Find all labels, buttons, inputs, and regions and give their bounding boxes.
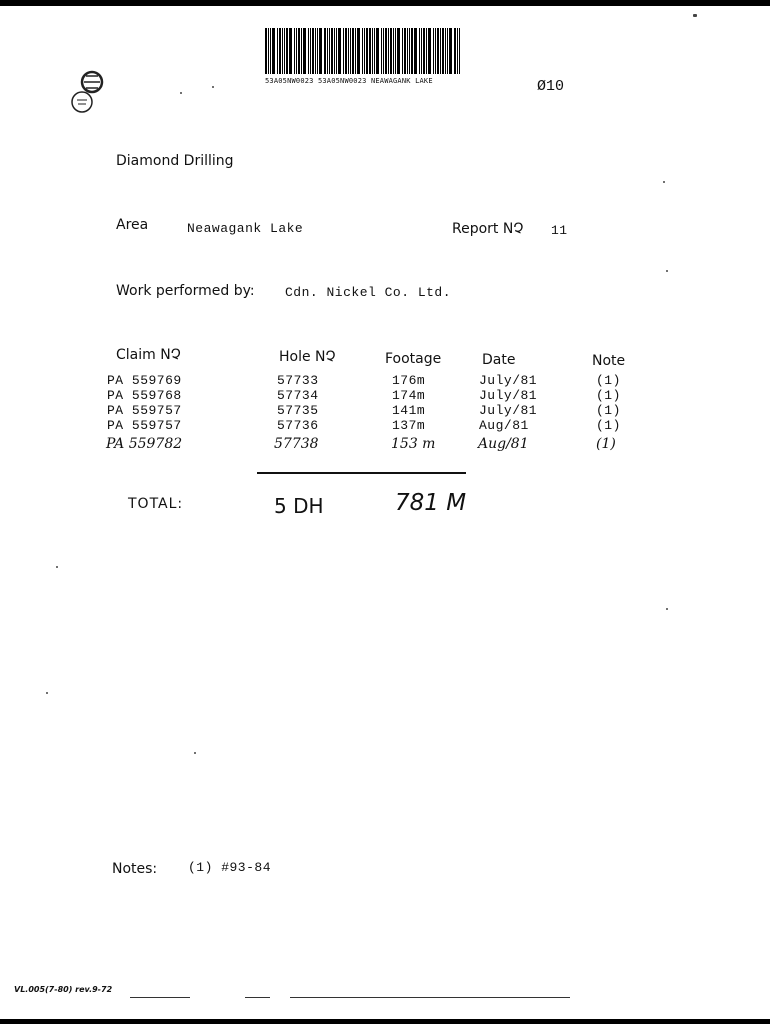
scan-speck: [663, 181, 665, 183]
barcode-bar: [270, 28, 271, 74]
notes-label: Notes:: [112, 861, 158, 877]
scan-speck: [56, 566, 58, 568]
cell-date: Aug/81: [478, 436, 529, 452]
cell-hole: 57738: [274, 436, 319, 452]
barcode-bar: [395, 28, 396, 74]
area-label: Area: [116, 217, 149, 233]
footer-dashes: [130, 997, 190, 998]
barcode-bar: [348, 28, 349, 74]
barcode-bar: [414, 28, 417, 74]
barcode-bar: [327, 28, 328, 74]
cell-note: (1): [596, 418, 621, 433]
barcode-bar: [317, 28, 318, 74]
barcode-bar: [338, 28, 341, 74]
header-footage: Footage: [385, 351, 442, 367]
barcode-bar: [279, 28, 281, 74]
report-label: Report NՉ: [452, 221, 524, 237]
scan-speck: [180, 92, 182, 94]
scan-speck: [212, 86, 214, 88]
barcode-bar: [324, 28, 326, 74]
barcode-bar: [433, 28, 434, 74]
notes-value: (1) #93-84: [188, 860, 272, 875]
footer-line: [290, 997, 570, 998]
table-row: [0, 436, 770, 456]
scan-speck: [693, 14, 697, 17]
bottom-border: [0, 1019, 770, 1024]
cell-hole: 57736: [277, 418, 319, 433]
barcode-bar: [334, 28, 335, 74]
area-value: Neawagank Lake: [187, 221, 304, 236]
cell-date: July/81: [479, 373, 538, 388]
barcode-bar: [381, 28, 382, 74]
barcode-bar: [289, 28, 292, 74]
barcode-bar: [310, 28, 311, 74]
barcode-bar: [437, 28, 439, 74]
barcode-bar: [268, 28, 269, 74]
barcode-bar: [435, 28, 436, 74]
barcode-bar: [421, 28, 422, 74]
header-date: Date: [482, 352, 516, 368]
barcode-bar: [428, 28, 431, 74]
cell-note: (1): [596, 388, 621, 403]
cell-footage: 176m: [392, 373, 426, 388]
barcode-bar: [298, 28, 300, 74]
barcode-bar: [315, 28, 316, 74]
barcode-bar: [312, 28, 314, 74]
barcode-bar: [440, 28, 441, 74]
cell-date: July/81: [479, 403, 538, 418]
barcode-bar: [345, 28, 347, 74]
report-value: 11: [551, 223, 568, 238]
cell-note: (1): [596, 373, 621, 388]
barcode-bar: [447, 28, 448, 74]
barcode-bar: [364, 28, 365, 74]
barcode-bar: [409, 28, 410, 74]
barcode-bar: [319, 28, 322, 74]
cell-note: (1): [596, 403, 621, 418]
barcode-bar: [301, 28, 302, 74]
form-code: VL.005(7-80) rev.9-72: [14, 985, 113, 994]
cell-claim: PA 559769: [107, 373, 182, 388]
barcode-text: 53A05NW0023 53A05NW0023 NEAWAGANK LAKE: [265, 77, 433, 85]
barcode-bar: [402, 28, 403, 74]
barcode-bar: [272, 28, 275, 74]
cell-hole: 57735: [277, 403, 319, 418]
barcode-bar: [390, 28, 392, 74]
cell-note: (1): [596, 436, 616, 452]
cell-hole: 57733: [277, 373, 319, 388]
total-meters: 781 M: [395, 490, 467, 516]
barcode-bar: [303, 28, 306, 74]
barcode-bar: [383, 28, 384, 74]
barcode-bar: [372, 28, 373, 74]
table-row: [0, 373, 770, 388]
table-row: [0, 418, 770, 433]
top-border: [0, 0, 770, 6]
cell-footage: 137m: [392, 418, 426, 433]
header-hole: Hole NՉ: [279, 349, 336, 365]
barcode-bar: [355, 28, 356, 74]
header-claim: Claim NՉ: [116, 347, 181, 363]
barcode-bar: [445, 28, 446, 74]
barcode-bar: [350, 28, 351, 74]
barcode-bar: [426, 28, 427, 74]
barcode-bar: [404, 28, 406, 74]
barcode-bar: [454, 28, 456, 74]
barcode-bar: [423, 28, 425, 74]
barcode-bar: [352, 28, 354, 74]
barcode-bar: [419, 28, 420, 74]
table-row: [0, 403, 770, 418]
barcode-bar: [282, 28, 283, 74]
footer-dashes: [245, 997, 270, 998]
barcode-bar: [397, 28, 400, 74]
total-holes: 5 DH: [274, 494, 324, 518]
section-title: Diamond Drilling: [116, 153, 234, 169]
barcode-bar: [308, 28, 309, 74]
scan-speck: [666, 270, 668, 272]
cell-date: Aug/81: [479, 418, 529, 433]
barcode: [265, 28, 480, 74]
barcode-bar: [374, 28, 375, 74]
barcode-bar: [457, 28, 458, 74]
barcode-bar: [294, 28, 295, 74]
barcode-bar: [411, 28, 413, 74]
barcode-bar: [393, 28, 394, 74]
barcode-bar: [277, 28, 278, 74]
cell-hole: 57734: [277, 388, 319, 403]
circular-stamp-icon: [68, 68, 110, 116]
scan-speck: [194, 752, 196, 754]
barcode-bar: [376, 28, 379, 74]
cell-footage: 153 m: [391, 436, 436, 452]
barcode-bar: [265, 28, 267, 74]
table-row: [0, 388, 770, 403]
cell-claim: PA 559768: [107, 388, 182, 403]
barcode-bar: [343, 28, 344, 74]
cell-footage: 141m: [392, 403, 426, 418]
cell-claim: PA 559782: [106, 436, 183, 452]
barcode-bar: [366, 28, 368, 74]
barcode-bar: [286, 28, 288, 74]
header-note: Note: [592, 353, 626, 369]
barcode-bar: [362, 28, 363, 74]
barcode-bar: [331, 28, 333, 74]
barcode-bar: [385, 28, 387, 74]
scan-speck: [666, 608, 668, 610]
work-value: Cdn. Nickel Co. Ltd.: [285, 285, 452, 300]
barcode-bar: [442, 28, 444, 74]
barcode-bar: [388, 28, 389, 74]
scan-speck: [46, 692, 48, 694]
barcode-bar: [336, 28, 337, 74]
document-number: Ø10: [537, 78, 565, 95]
work-label: Work performed by:: [116, 283, 255, 299]
cell-claim: PA 559757: [107, 403, 182, 418]
barcode-bar: [357, 28, 360, 74]
total-rule: [257, 472, 466, 474]
cell-footage: 174m: [392, 388, 426, 403]
barcode-bar: [407, 28, 408, 74]
cell-date: July/81: [479, 388, 538, 403]
barcode-bar: [369, 28, 371, 74]
total-label: TOTAL:: [128, 496, 184, 512]
cell-claim: PA 559757: [107, 418, 182, 433]
barcode-bar: [284, 28, 285, 74]
barcode-bar: [459, 28, 460, 74]
barcode-bar: [296, 28, 297, 74]
barcode-bar: [449, 28, 452, 74]
barcode-bar: [329, 28, 330, 74]
